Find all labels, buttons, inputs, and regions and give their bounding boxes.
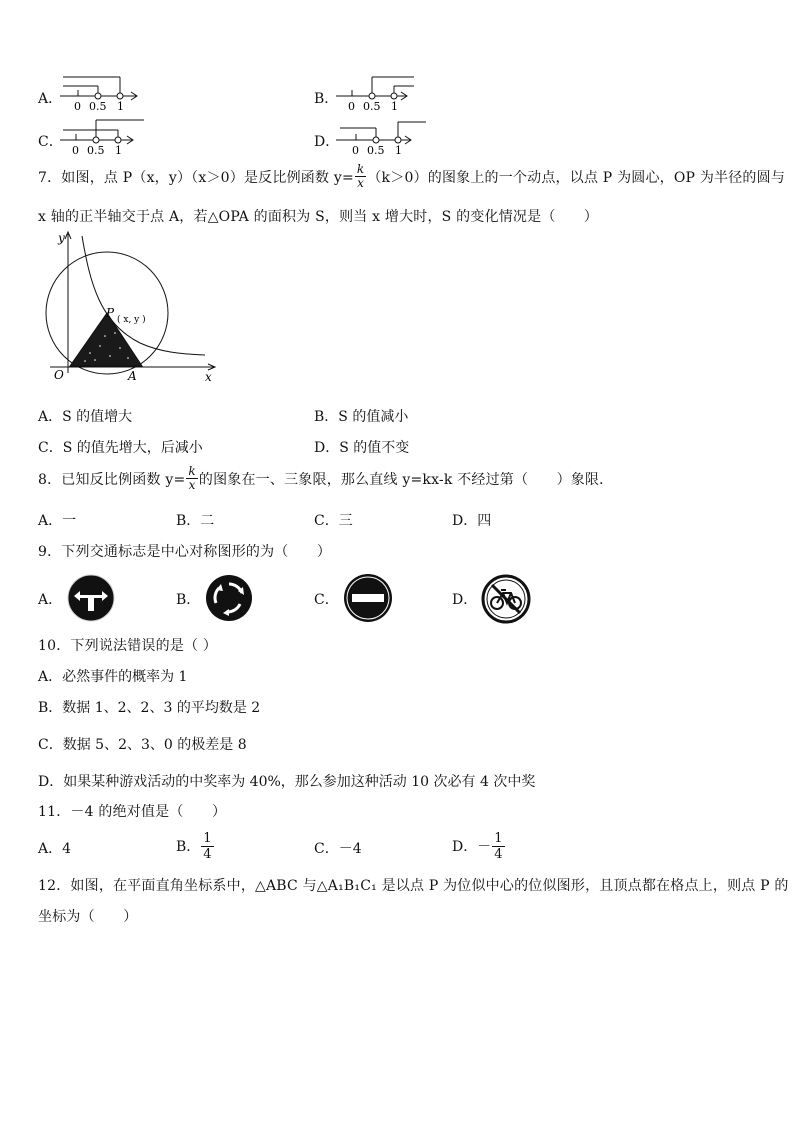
q7-stem-line2: x 轴的正半轴交于点 A，若△OPA 的面积为 S，则当 x 增大时，S 的变化情况是（ ） — [38, 209, 599, 225]
q8-option-c[interactable]: C．三 — [314, 513, 353, 529]
q10-option-a[interactable]: A．必然事件的概率为 1 — [38, 669, 188, 685]
roundabout-sign-icon[interactable] — [204, 573, 254, 623]
point-p-coords: ( x, y ) — [117, 315, 146, 325]
svg-text:0.5: 0.5 — [367, 144, 385, 156]
svg-text:0.5: 0.5 — [363, 100, 381, 112]
q12-stem-line1: 12．如图，在平面直角坐标系中，△ABC 与△A₁B₁C₁ 是以点 P 为位似中心的位似图形，且顶点都在格点上，则点 P 的 — [38, 878, 789, 894]
q9-option-c-letter[interactable]: C． — [314, 592, 339, 608]
q8-option-b[interactable]: B．二 — [176, 513, 215, 529]
q7-stem-line1 — [38, 163, 785, 190]
q6-option-d-numberline — [334, 114, 434, 156]
tick-label: 0.5 — [89, 100, 107, 112]
tick-label: 1 — [117, 100, 124, 112]
y-axis-label: y — [58, 231, 65, 245]
q6-option-b-numberline — [334, 72, 424, 112]
point-a-label: A — [128, 369, 137, 383]
no-bicycle-sign-icon[interactable] — [480, 573, 532, 625]
q7-option-a[interactable]: A．S 的值增大 — [38, 409, 133, 425]
q12-stem-line2: 坐标为（ ） — [38, 909, 138, 925]
q6-option-c-letter[interactable]: C． — [38, 134, 63, 150]
q10-option-c[interactable]: C．数据 5、2、3、0 的极差是 8 — [38, 737, 247, 753]
q6-option-b-letter[interactable]: B． — [314, 91, 339, 107]
q11-option-a[interactable]: A．4 — [38, 841, 72, 857]
no-entry-sign-icon[interactable] — [342, 572, 394, 624]
q9-stem: 9．下列交通标志是中心对称图形的为（ ） — [38, 544, 332, 560]
q11-stem: 11．－4 的绝对值是（ ） — [38, 804, 227, 820]
q7-fraction: $\frac{k}{x}$ — [356, 162, 365, 190]
q7-figure — [40, 228, 222, 388]
svg-text:1: 1 — [391, 100, 398, 112]
q6-option-c-numberline — [58, 114, 148, 156]
q6-option-d-letter[interactable]: D． — [314, 134, 340, 150]
q7-option-c[interactable]: C．S 的值先增大，后减小 — [38, 440, 203, 456]
q10-option-b[interactable]: B．数据 1、2、2、3 的平均数是 2 — [38, 700, 261, 716]
q8-fraction: $\frac{k}{x}$ — [188, 464, 196, 492]
point-p-label: P — [106, 306, 115, 320]
turn-left-right-sign-icon[interactable] — [66, 573, 116, 623]
q7-text-a: 7．如图，点 P（x，y）（x＞0）是反比例函数 y= — [38, 169, 354, 186]
q10-stem: 10．下列说法错误的是（ ） — [38, 638, 218, 654]
q10-option-d[interactable]: D．如果某种游戏活动的中奖率为 40%，那么参加这种活动 10 次必有 4 次中奖 — [38, 774, 536, 790]
q7-text-b: （k＞0）的图象上的一个动点，以点 P 为圆心，OP 为半径的圆与 — [367, 169, 786, 186]
q7-option-d[interactable]: D．S 的值不变 — [314, 440, 410, 456]
fraction: $\frac{1}{4}$ — [203, 830, 212, 862]
fraction: $\frac{1}{4}$ — [494, 830, 503, 862]
tick-label: 0 — [74, 100, 81, 112]
q11-option-c[interactable]: C．－4 — [314, 841, 362, 857]
q7-option-b[interactable]: B．S 的值减小 — [314, 409, 409, 425]
q9-option-b-letter[interactable]: B． — [176, 592, 201, 608]
svg-text:1: 1 — [115, 144, 122, 156]
q6-option-a-numberline — [58, 72, 148, 112]
q8-option-a[interactable]: A．一 — [38, 513, 77, 529]
svg-text:0: 0 — [352, 144, 359, 156]
svg-text:0.5: 0.5 — [87, 144, 105, 156]
q9-option-a-letter[interactable]: A． — [38, 592, 63, 608]
q8-option-d[interactable]: D．四 — [452, 513, 492, 529]
svg-text:1: 1 — [395, 144, 402, 156]
q8-stem: 8．已知反比例函数 y= $\frac{k}{x}$ 的图象在一、三象限，那么直线 y=kx-k 不经过第（ ）象限． — [38, 464, 614, 492]
x-axis-label: x — [205, 370, 212, 384]
q11-option-d[interactable]: D． － $\frac{1}{4}$ — [452, 830, 503, 862]
svg-text:0: 0 — [348, 100, 355, 112]
q9-option-d-letter[interactable]: D． — [452, 592, 478, 608]
origin-label: O — [54, 368, 64, 382]
q11-option-b[interactable]: B． $\frac{1}{4}$ — [176, 830, 212, 862]
svg-text:0: 0 — [72, 144, 79, 156]
q6-option-a-letter[interactable]: A． — [38, 91, 63, 107]
